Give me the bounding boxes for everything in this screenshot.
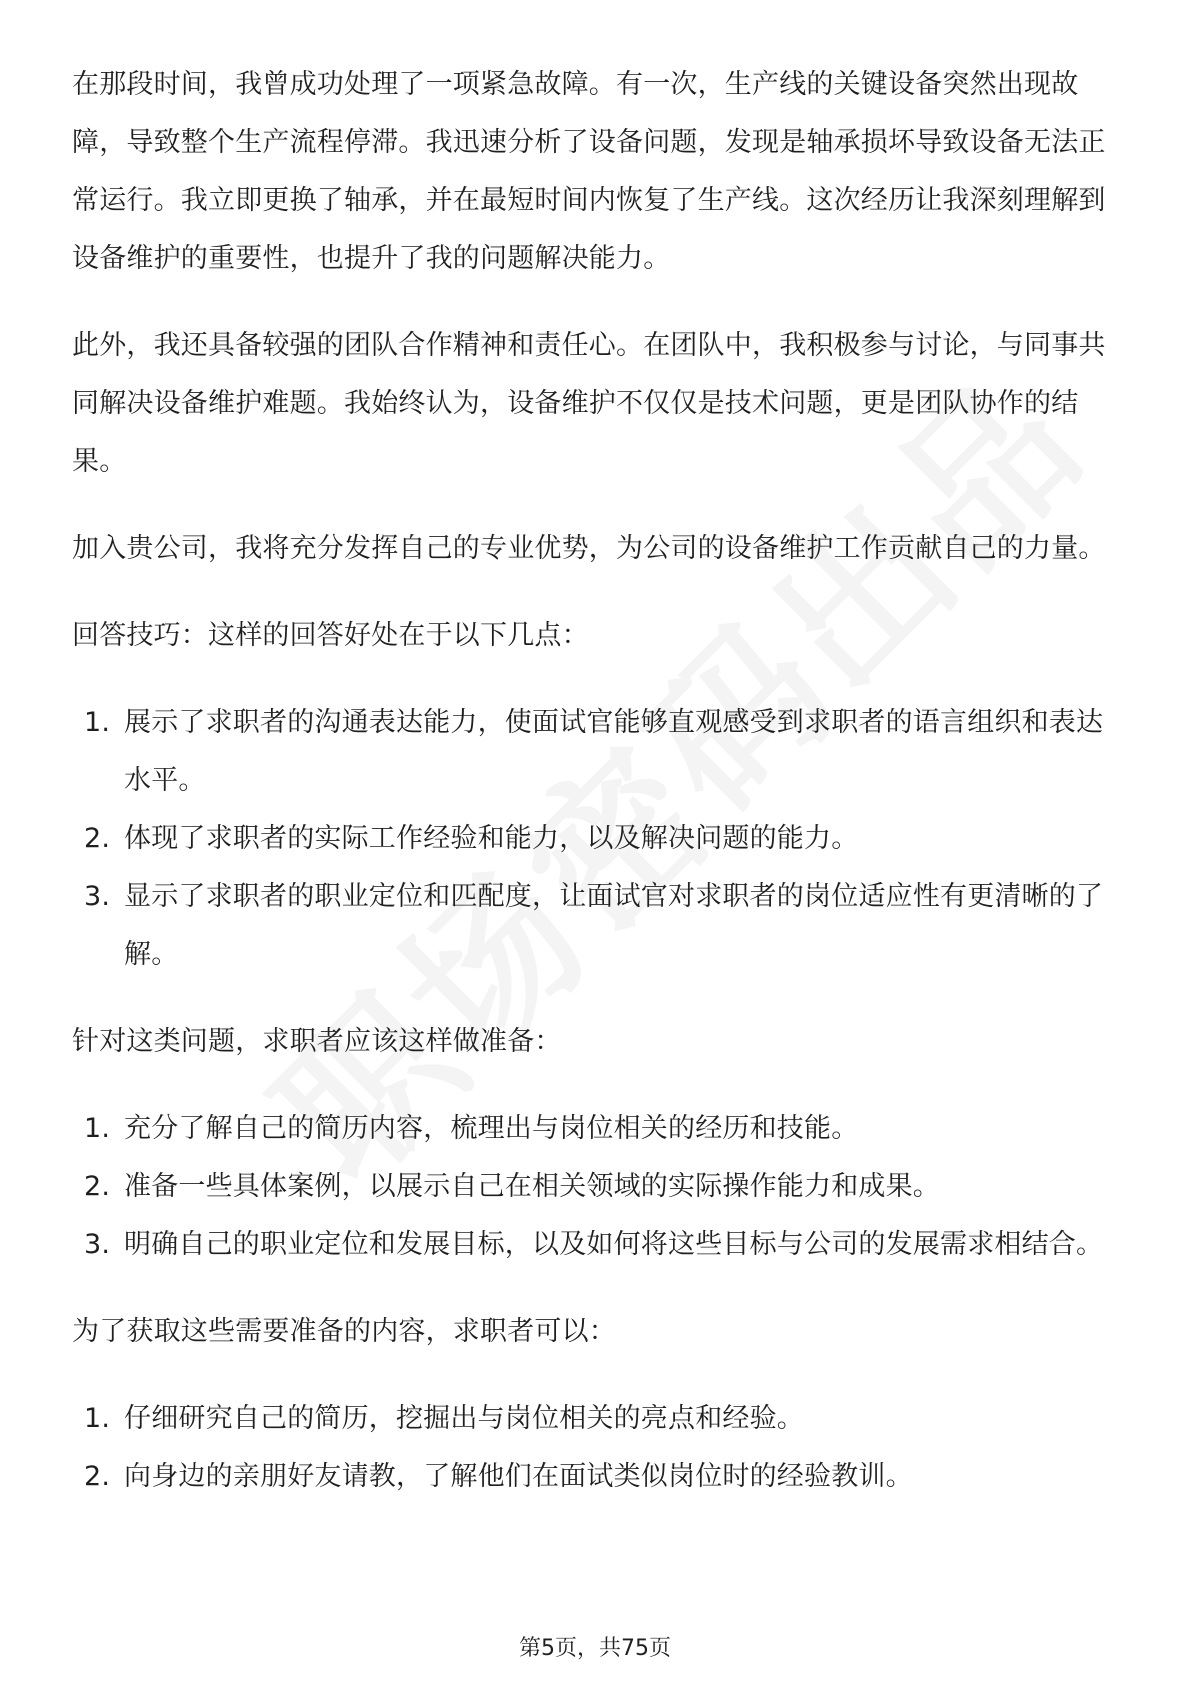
list-item-text: 仔细研究自己的简历，挖掘出与岗位相关的亮点和经验。: [124, 1403, 804, 1434]
obtain-content-list: [72, 1390, 1118, 1506]
list-item-text: 展示了求职者的沟通表达能力，使面试官能够直观感受到求职者的语言组织和表达水平。: [124, 707, 1104, 796]
list-item-text: 准备一些具体案例，以展示自己在相关领域的实际操作能力和成果。: [124, 1171, 940, 1202]
list-item-number: 1.: [84, 707, 111, 738]
list-item-number: 1.: [84, 1403, 111, 1434]
preparation-list: [72, 1100, 1118, 1274]
list-item-number: 3.: [84, 881, 111, 912]
list-item-number: 2.: [84, 823, 111, 854]
list-item-number: 1.: [84, 1113, 111, 1144]
list-item: [72, 1100, 1118, 1158]
list-item-number: 2.: [84, 1461, 111, 1492]
document-body: [72, 56, 1118, 1535]
list-item: [72, 1448, 1118, 1506]
list-item: [72, 1216, 1118, 1274]
list-item-text: 向身边的亲朋好友请教，了解他们在面试类似岗位时的经验教训。: [124, 1461, 913, 1492]
list-item: [72, 1158, 1118, 1216]
paragraph-obtain-heading: 为了获取这些需要准备的内容，求职者可以：: [72, 1316, 616, 1347]
list-item-text: 体现了求职者的实际工作经验和能力，以及解决问题的能力。: [124, 823, 859, 854]
list-item-text: 充分了解自己的简历内容，梳理出与岗位相关的经历和技能。: [124, 1113, 859, 1144]
list-item: [72, 810, 1118, 868]
paragraph-join-company: 加入贵公司，我将充分发挥自己的专业优势，为公司的设备维护工作贡献自己的力量。: [72, 533, 1106, 564]
paragraph-answer-tips-heading: 回答技巧：这样的回答好处在于以下几点：: [72, 620, 589, 651]
list-item-number: 2.: [84, 1171, 111, 1202]
paragraph-emergency-repair: 在那段时间，我曾成功处理了一项紧急故障。有一次，生产线的关键设备突然出现故障，导致整个生产流程停滞。我迅速分析了设备问题，发现是轴承损坏导致设备无法正常运行。我立即更换了轴承，并在最短时间内恢复了生产线。这次经历让我深刻理解到设备维护的重要性，也提升了我的问题解决能力。: [72, 69, 1106, 274]
list-item-text: 明确自己的职业定位和发展目标，以及如何将这些目标与公司的发展需求相结合。: [124, 1229, 1104, 1260]
list-item-number: 3.: [84, 1229, 111, 1260]
list-item-text: 显示了求职者的职业定位和匹配度，让面试官对求职者的岗位适应性有更清晰的了解。: [124, 881, 1104, 970]
list-item: [72, 694, 1118, 810]
page-number-footer: 第5页，共75页: [519, 1636, 671, 1661]
paragraph-preparation-heading: 针对这类问题，求职者应该这样做准备：: [72, 1026, 562, 1057]
answer-tips-list: [72, 694, 1118, 984]
list-item: [72, 1390, 1118, 1448]
paragraph-teamwork: 此外，我还具备较强的团队合作精神和责任心。在团队中，我积极参与讨论，与同事共同解决设备维护难题。我始终认为，设备维护不仅仅是技术问题，更是团队协作的结果。: [72, 330, 1106, 477]
list-item: [72, 868, 1118, 984]
